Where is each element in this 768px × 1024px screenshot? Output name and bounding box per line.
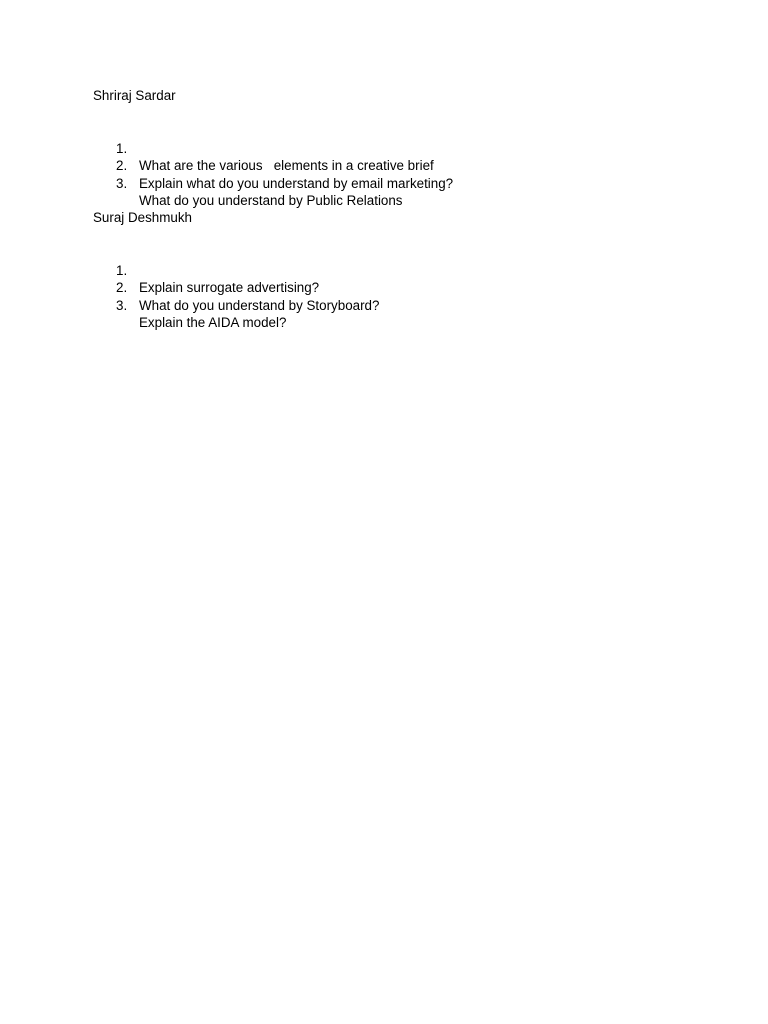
question-item xyxy=(93,122,434,174)
question-number: 1. xyxy=(116,140,128,156)
question-list xyxy=(93,122,454,209)
question-text: Explain what do you understand by email marketing? xyxy=(139,175,454,191)
question-number: 3. xyxy=(116,297,128,313)
student-name: Suraj Deshmukh xyxy=(93,210,192,225)
question-number: 2. xyxy=(116,158,128,174)
question-text: Explain surrogate advertising? xyxy=(139,280,320,296)
question-number: 3. xyxy=(116,175,128,191)
student-name: Shriraj Sardar xyxy=(93,88,176,103)
student-section-suraj xyxy=(93,209,380,331)
question-number: 1. xyxy=(116,262,128,278)
question-item xyxy=(93,244,320,296)
question-list xyxy=(93,244,380,331)
student-section-shriraj xyxy=(93,87,454,209)
question-text: What are the various elements in a creative brief xyxy=(139,158,434,174)
question-text: Explain the AIDA model? xyxy=(139,315,287,331)
question-text: What do you understand by Public Relations xyxy=(139,193,403,209)
question-text: What do you understand by Storyboard? xyxy=(139,297,380,313)
question-number: 2. xyxy=(116,280,128,296)
